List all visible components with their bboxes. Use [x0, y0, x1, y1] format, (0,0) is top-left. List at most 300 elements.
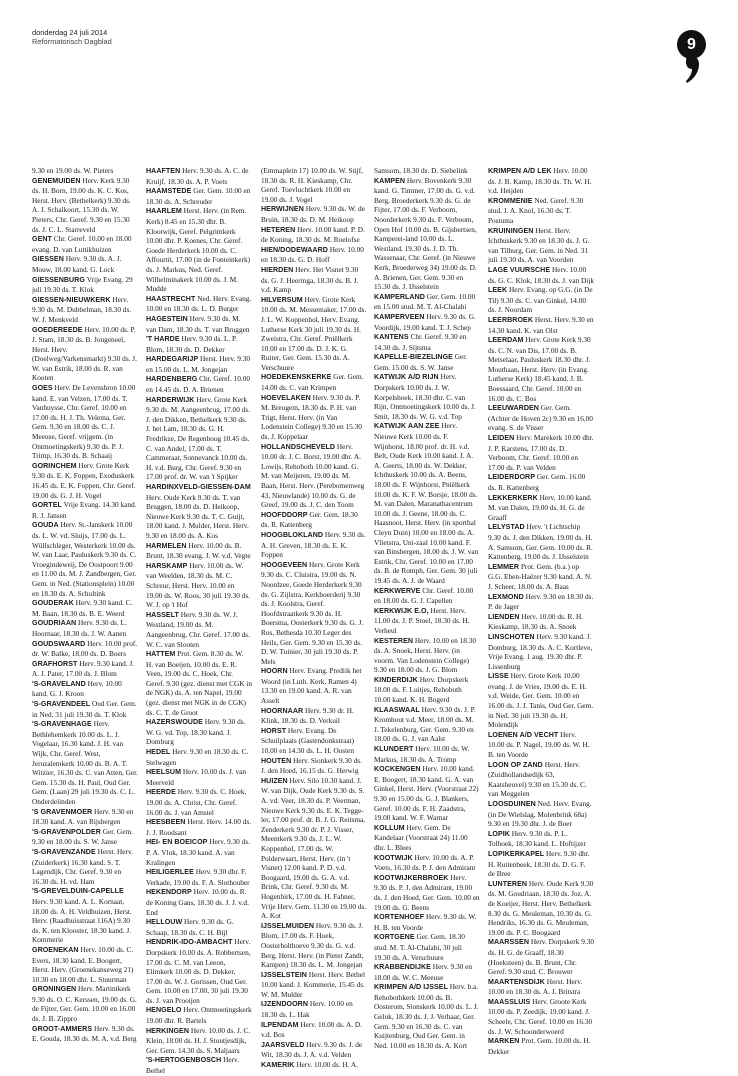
service-details: Herv. Evang. Prediik het Woord (in Luth. Kerk, Ramen 4) 13.30 en 19.00 kand. A. R. van Asselt — [261, 666, 362, 706]
listing-entry — [488, 997, 594, 1036]
service-details: Oud Ger. Gem. in Ned. 31 juli 19.30 ds. T. Klok — [32, 699, 137, 719]
service-details: Ned. Herv. Evang. 10.00 en 18.30 ds. L. D. Burger — [146, 293, 252, 314]
town-name: KANTENS — [374, 333, 409, 342]
town-name: HARSKAMP — [146, 561, 188, 570]
listing-entry — [374, 312, 480, 332]
service-details: Herv. 10.00 ds. C. Evers, 18.30 kand. E. Boogert, Herst. Herv. (Groenekanseweg 21) 10.30 en 18.00 dhr. L. Stuurman — [32, 944, 134, 984]
service-details: Herv. Ontmoetingskerk 19.00 dhr. R. Bartels — [146, 1005, 252, 1026]
service-details: Herv. 10.00 ds. J. B. Kamp, 18.30 ds. Th. W. H. v.d. Heijden — [488, 166, 592, 196]
service-details: Herv. 9.30 kand. A. L. Kornaat, 18.00 ds. A. H. Veldhuizen, Herst. Herv. (Raadhuisstraat 116A) 9.30 ds. K. ten Klooster, 18.30 kand. J. Kommerie — [32, 896, 132, 945]
town-name: KAMPERVEEN — [374, 312, 425, 321]
listing-entry — [488, 829, 594, 849]
listing-entry — [32, 639, 138, 659]
service-details: Herv. 10.00 ds. R. de Koning Gans, 18.30 ds. J. J. v.d. End — [146, 887, 249, 917]
town-name: GOUDSWAARD — [32, 639, 86, 648]
service-details: Herv. Dorpskerk 10.00 ds. A. Robbertsen, 17.00 ds. C. M. van Leeon, Elimkerk 10.00 ds. D. Dekker, 17.00 ds. W. J. Gorissen, Oud Ger. Gem. 10.00 en 17.00, 30 juli 19.30 ds. J. van Prooijen — [146, 937, 251, 1005]
town-name: HEELSUM — [146, 768, 182, 777]
town-name: 'S GRAVENMOER — [32, 807, 93, 816]
town-name: HILVERSUM — [261, 295, 303, 304]
town-name: IJSSELSTEIN — [261, 970, 307, 979]
town-name: MAARSSEN — [488, 938, 529, 947]
listing-entry — [374, 932, 480, 962]
listing-entry — [261, 295, 367, 373]
listing-entry — [488, 196, 594, 226]
listing-entry — [488, 612, 594, 632]
comma-logo-icon — [686, 55, 699, 83]
service-details: Ned. Geref. 9.30 stud. J. A. Knol, 16.30 ds. T. Postuma — [488, 195, 584, 225]
publication-date: donderdag 24 juli 2014 — [32, 28, 108, 37]
service-details: Herv. Dorpskerk 9.30 ds. H. G. de Graaff, 18.30 (Hoeksteen) ds. B. Brunt, Chr. Geref. 9.30 stud. C. Brouwer — [488, 937, 594, 977]
service-details: Herv. Martinikerk 9.30 ds. O. C. Kerssen, 19.00 ds. G. de Fijter, Ger. Gem. 10.00 en 16.00 ds. J. B. Zippro — [32, 984, 137, 1024]
service-details: Herst. Herv. 9.30 en 15.00 ds. L. M. Jongejan — [146, 354, 250, 374]
town-name: HUIZEN — [261, 776, 288, 785]
town-name: LISSE — [488, 672, 509, 681]
service-details: Ned. Herv. Evang. (in De Wielslag, Molenbrink 68a) 9.30 en 19.30 dhr. J. de Boer — [488, 799, 592, 829]
service-details: Herst. Herv. (Zuidhollandsedijk 63, Kaatsheuvel) 9.30 en 15.30 ds. C. van Meggelen — [488, 759, 587, 799]
listing-entry — [374, 912, 480, 932]
town-name: HENDRIK-IDO-AMBACHT — [146, 938, 233, 947]
listing-entry — [261, 560, 367, 667]
service-details: (Emmaplein 17) 10.00 ds. W. Stijf, 18.30 ds. R. H. Kieskamp, Chr. Geref. Toevluchtkerk 10.00 en 19.00 ds. J. Vogel — [261, 166, 363, 204]
service-details: Samsom, 18.30 ds. D. Siebelink — [374, 166, 468, 175]
service-details: Ger. Gem. 16.00 ds. R. Kattenberg — [488, 472, 586, 492]
listing-entry — [374, 764, 480, 823]
listing-entry — [374, 421, 480, 585]
town-name: HEILIGERLEE — [146, 868, 194, 877]
listing-entry — [32, 827, 138, 847]
town-name: LEXMOND — [488, 592, 524, 601]
town-name: ILPENDAM — [261, 1020, 299, 1029]
town-name: 'S-GRAVELAND — [32, 679, 86, 688]
service-details: Herv. 10.00 ds. A. D. v.d. Bos — [261, 1019, 363, 1040]
town-name: HARMELEN — [146, 541, 187, 550]
town-name: GOUDA — [32, 521, 59, 530]
service-details: Ger. Gem. 18.30 ds. R. Kattenberg — [261, 509, 358, 530]
listing-entry — [32, 847, 138, 886]
town-name: 'S-GRAVENDEEL — [32, 700, 91, 709]
town-name: HENGELO — [146, 1006, 182, 1015]
town-name: LOPIK — [488, 829, 510, 838]
listing-entry — [374, 823, 480, 853]
listing-entry — [146, 206, 252, 293]
listing-entry — [261, 510, 367, 530]
listing-entry — [374, 586, 480, 606]
town-name: HERKINGEN — [146, 1026, 190, 1035]
town-name: GORTEL — [32, 501, 62, 510]
listing-entry — [488, 879, 594, 938]
listing-entry — [32, 275, 138, 295]
service-details: Herv. 9.30 ds. M. van Dam, 18.30 ds. T. van Bruggen — [146, 313, 250, 334]
service-details: Herv. 10.00 kand. M. van Dalen, 19.00 ds. H. G. de Graaff — [488, 492, 592, 522]
service-details: Herv. 10.00 ds. P. Nagel, 19.00 ds. W. H. B. ten Voorde — [488, 729, 590, 760]
listing-entry — [374, 292, 480, 312]
town-name: KOLLUM — [374, 823, 405, 832]
town-name: GORINCHEM — [32, 461, 77, 470]
listing-entry — [146, 610, 252, 649]
service-details: Herv. 10.00 kand. P. D. de Koning, 18.30 ds. M. Roelofse — [261, 224, 365, 245]
town-name: KRIMPEN A/D IJSSEL — [374, 983, 448, 992]
service-details: Herst. Herv. (Zuiderkerk) 16.30 kand. S. T. Lagendijk, Chr. Geref. 9.30 en 16.30 ds. H. vd. Ham — [32, 846, 133, 886]
listing-entry — [32, 383, 138, 461]
service-details: Herst. Herv. 9.30 en 14.30 kand. K. van Olst — [488, 314, 594, 335]
town-name: KATWIJK A/D RIJN — [374, 373, 439, 382]
listing-entry — [146, 1005, 252, 1025]
listing-entry — [374, 332, 480, 352]
service-details: Prot. Gem. 8.30 ds. W. H. van Boeijen, 10.00 ds. E. R. Veen, 19.00 ds. C. Hoek, Chr. Geref. 9.30 (gez. dienst met CGK in de NGK) ds. A. ten Napel, 19.00 (gez. dienst met NGK in de CGK) ds. C. T. de Groot — [146, 649, 252, 717]
listing-entry — [32, 719, 138, 806]
service-details: Herv. Silo 10.30 kand. J. W. van Dijk, Oude Kerk 9.30 ds. S. A. vd. Veer, 18.30 ds. P. Veerman, Nieuwe Kerk 9.30 ds. E. K. Tegge-ler, 17.00 prof. dr. B. J. G. Reitsma, Zenderkerk 9.30 dr. P. J. Visser, Meentkerk 9.30 ds. J. L. W. Koppenhol, 17.00 ds. W. Polderwaart, Herst. Herv. (in 't Visnet) 12.00 kand. P. D. v.d. Boogaard, 19.00 ds. G. A. v.d. Brink, Chr. Geref. 9.30 ds. M. Hogenbirk, 17.00 ds. H. Fahner, Vrije Herv. Gem. 11.30 en 19.00 ds. A. Kot — [261, 775, 367, 921]
listing-entry — [488, 335, 594, 403]
town-name: LOON OP ZAND — [488, 760, 543, 769]
listing-column-3 — [261, 166, 367, 1071]
town-name: MAASSLUIS — [488, 997, 531, 1006]
town-name: KORTENHOEF — [374, 913, 425, 922]
town-name: KAPELLE-BIEZELINGE — [374, 353, 453, 362]
town-name: HEKENDORP — [146, 888, 192, 897]
service-details: Herv. 10.00 ds. W. Markus, 18.30 ds. A. Tromp — [374, 744, 470, 764]
service-details: Herv. 9.30 en 18.30 ds. P. de Jager — [488, 591, 594, 612]
service-details: Chr. Geref. 10.00 en 18.00 evang. D. van Luttikhuizen — [32, 234, 132, 254]
service-details: Chr. Geref. 10.00 en 18.00 ds. G. J. Capellen — [374, 585, 474, 606]
town-name: HORST — [261, 726, 287, 735]
service-details: Herv. 9.30 ds. P. A. Vlok, 18.30 kand. A. van Kralingen — [146, 837, 250, 867]
town-name: HOOGEVEEN — [261, 560, 308, 569]
town-name: LEERDAM — [488, 336, 524, 345]
service-details: Herv. 10.00 en 18.30 ds. A. Snoek, Herst. Herv. (in voorm. Van Lodenstein College) 9.30 en 18.00 ds. J. G. Blom — [374, 635, 476, 675]
town-name: HEERDE — [146, 788, 176, 797]
listing-entry — [488, 315, 594, 335]
listing-entry — [374, 176, 480, 292]
listing-entry — [146, 717, 252, 747]
service-details: Herv. 10.00 en 18.30 ds. L. Hak — [261, 999, 353, 1020]
service-details: Herst. Herv. Ichthuskerk 9.30 en 18.30 ds. J. G. van Tilburg, Ger. Gem. in Ned. 31 juli 19.30 ds. A. van Voorden — [488, 225, 590, 265]
town-name: LINSCHOTEN — [488, 632, 535, 641]
listing-entry — [146, 334, 252, 354]
listing-entry — [374, 606, 480, 636]
service-details: Herv. Bovenkerk 9.30 kand. G. Timmer, 17.00 ds. G. v.d. Berg, Broederkerk 9.30 ds. G. de Fijter, 17.00 ds. F. Verboom, Noorderkerk 9.30 ds. F. Verboom, Open Hof 10.00 ds. B. Gijsbertsen, Kamperei-land 10.00 ds. L. Westland, 19.30 ds. J. D. Th. Wassenaar, Chr. Geref. (in Nieuwe Kerk, Broederweg 34) 19.00 ds. D. A. Brienen, Ger. Gem. 9.30 en 15.30 ds. J. IJsselstein — [374, 175, 477, 292]
town-name: HEI- EN BOEICOP — [146, 838, 208, 847]
town-name: HARDEGARIJP — [146, 355, 199, 364]
listing-entry — [261, 204, 367, 224]
town-name: KRUININGEN — [488, 226, 534, 235]
town-name: HETEREN — [261, 225, 296, 234]
church-services-listing — [32, 166, 708, 1076]
listing-entry — [261, 1060, 367, 1071]
listing-entry — [488, 671, 594, 730]
listing-entry — [261, 393, 367, 442]
service-details: Herv. 10.00 ds. G. C. Klok, 18.30 ds. J. van Dijk — [488, 264, 595, 285]
town-name: HAAFTEN — [146, 167, 181, 175]
service-details: Herv. Sionkerk 9.30 ds. J. den Hoed, 16.15 ds. G. Herwig — [261, 755, 362, 776]
service-details: Herv. 9.30 ds. P. L. Tolhoek, 18.30 kand. L. Hoftijzer — [488, 828, 586, 849]
town-name: KOCKENGEN — [374, 765, 421, 774]
listing-entry — [488, 403, 594, 433]
town-name: GENEMUIDEN — [32, 176, 81, 185]
listing-entry — [374, 166, 480, 176]
town-name: HOLLANDSCHEVELD — [261, 442, 336, 451]
listing-entry — [146, 395, 252, 482]
town-name: HAGESTEIN — [146, 314, 188, 323]
listing-entry — [374, 853, 480, 873]
town-name: GIESSEN — [32, 255, 64, 264]
service-details: Vrije Evang. 29 juli 19.30 ds. T. Klok — [32, 274, 133, 295]
listing-entry — [261, 225, 367, 245]
service-details: Herv. b.a. Rehobothkerk 10.00 ds. B. Oosterom, Sionskerk 10.00 ds. L. J. Geluk, 18.30 ds. J. J. Verhaar, Ger. Gem. 9.30 en 16.30 ds. C. van Kuijtenburg, Oud Ger. Gem. in Ned. 10.00 en 18.30 ds. A. Kort — [374, 982, 479, 1050]
service-details: Herv. 9.30 ds. G. Voordijk, 19.00 kand. T. J. Schep — [374, 311, 476, 332]
town-name: HELLOUW — [146, 918, 183, 927]
listing-entry — [32, 984, 138, 1023]
listing-entry — [146, 649, 252, 717]
service-details: Herv. 9.30 kand. C. M. Baan, 18.30 ds. B. E. Weerd — [32, 598, 133, 618]
listing-entry — [146, 747, 252, 767]
page-number-mark — [677, 30, 706, 85]
listing-entry — [146, 541, 252, 561]
service-details: Herv. 10.00 en 18.30 ds. G. D. Hoff — [261, 244, 364, 265]
service-details: Herst. Herv. 14.00 ds. J. J. Roodsant — [146, 817, 252, 837]
listing-entry — [32, 254, 138, 274]
service-details: Herv. St.-Janskerk 10.00 ds. L. W. vd. Sluijs, 17.00 ds. L. Wüllschleger, Westerkerk 10.00 ds. W. van Laar, Pauluskerk 9.30 ds. C. Vroegindeweij, De Oostpoort 9.00 en 11.00 ds. M. J. Zandbergen, Ger. Gem. in Ned. (Stationsplein) 10.00 en 18.30 ds. A. Schultink — [32, 520, 137, 598]
town-name: LOPIKERKAPEL — [488, 849, 545, 858]
service-details: Herv. 9.30 ds. C. Hoek, 19.00 ds. A. Christ, Chr. Geref. 16.00 ds. J. van Amstel — [146, 787, 247, 817]
listing-entry — [261, 166, 367, 204]
town-name: KLAASWAAL — [374, 705, 420, 714]
listing-entry — [261, 372, 367, 392]
listing-entry — [261, 442, 367, 510]
town-name: MAARTENSDIJK — [488, 977, 545, 986]
listing-entry — [374, 636, 480, 675]
listing-entry — [146, 1026, 252, 1056]
service-details: Herv. De Levensbron 10.00 kand. E. van Velzen, 17.00 ds. T. Vanhuysse, Chr. Geref. 10.00 en 17.00 ds. H. J. Th. Velema, Ger. Gem. 9.30 en 18.00 ds. C. J. Meeuse, Geref. vrijgem. (in Ontmoetingskerk) 9.30 ds. P. J. Trimp, 16.30 ds. B. Schaaij — [32, 383, 136, 461]
listing-entry — [32, 166, 138, 176]
town-name: KERKWERVE — [374, 586, 421, 595]
service-details: Vrije Evang. 14.30 kand. R. J. Jansen — [32, 500, 137, 520]
service-details: Herv. 9.30 en 18.00 ds. W. C. Meeuse — [374, 962, 473, 982]
service-details: Herst. Herv. Bethel 10.00 kand. J. Kommerie, 15.45 ds. W. M. Mulder — [261, 969, 365, 999]
service-details: Herv. 10.00 ds. H. A. — [296, 1060, 359, 1070]
town-name: JAARSVELD — [261, 1040, 305, 1049]
listing-entry — [261, 666, 367, 705]
service-details: Herv. 10.00 ds. W. van Weelden, 18.30 ds. M. C. Schreur, Herst. Herv. 10.00 en 19.00 ds. W. Roos, 30 juli 19.30 ds. W. J. op 't Hof — [146, 560, 250, 610]
service-details: Herv. 10.00 kand. E. Boogert, 18.30 kand. G. A. van Ginkel, Herst. Herv. (Voorstraat 22) 9.30 en 15.00 ds. G. J. Blankers, Geref. 10.00 ds. F. H. Zaadstra, 19.00 kand. W. F. Warnar — [374, 764, 479, 823]
listing-entry — [488, 632, 594, 671]
town-name: LEEK — [488, 286, 508, 295]
listing-entry — [146, 186, 252, 206]
service-details: Herv. 9.30 ds. W. J. Westland, 19.00 ds. M. Aangeenbrug, Chr. Geref. 17.00 ds. W. C. van Slooten — [146, 609, 250, 649]
listing-entry — [146, 561, 252, 610]
town-name: HOOFDDORP — [261, 510, 308, 519]
service-details: Herv. 10.00 ds. P. J. Stam, 18.30 ds. B. Jongeneel, Herst. Herv. (Doelweg/Varkensmarkt) 9.30 ds. J. W. van Estrik, 18.00 ds. R. van Kooten — [32, 324, 137, 383]
listing-entry — [488, 977, 594, 997]
service-details: Herv. 9.30 ds. J. de Wit, 18.30 ds. J. A. v.d. Velden — [261, 1039, 363, 1060]
listing-entry — [32, 461, 138, 500]
listing-entry — [488, 166, 594, 196]
town-name: GOES — [32, 384, 53, 393]
town-name: LELYSTAD — [488, 523, 525, 532]
listing-entry — [261, 1040, 367, 1060]
listing-column-5 — [488, 166, 594, 1056]
service-details: Ger. Gem. 10.00 en 15.00 stud. M. T. Al-Chalabi — [374, 291, 476, 312]
service-details: Herv. Groote Kerk 10.00 ds. P. Zeedijk, 19.00 kand. J. Scheele, Chr. Geref. 10.00 en 16.30 ds. J. W. Schoonderwoerd — [488, 996, 593, 1036]
listing-entry — [374, 352, 480, 372]
service-details: Herv. Grote Kerk 10.00 ds. M. Messemaker, 17.00 ds. J. L. W. Koppenhol, Herv. Evang. Lutherse Kerk 30 juli 19.30 ds. H. Zweistra, Chr. Geref. Pniëlkerk 10.00 en 17.00 ds. D. J. K. G. Ruiter, Ger. Gem. 15.30 ds. A. Verschuure — [261, 294, 367, 372]
town-name: HAASTRECHT — [146, 294, 196, 303]
service-details: Herv. 9.30 ds. W. de Bruin, 18.30 ds. D. M. Heikoop — [261, 204, 365, 224]
page-number: 9 — [677, 30, 706, 59]
listing-entry — [32, 1024, 138, 1044]
town-name: HARDENBERG — [146, 375, 198, 384]
town-name: LEERBROEK — [488, 315, 533, 324]
town-name: KLUNDERT — [374, 745, 414, 754]
town-name: 'S-GRAVENPOLDER — [32, 827, 101, 836]
listing-column-1 — [32, 166, 138, 1044]
town-name: LOENEN A/D VECHT — [488, 730, 559, 739]
listing-entry — [32, 520, 138, 598]
service-details: Herv. 9.30 ds. L. Hoornaar, 18.30 ds. J. W. Aanen — [32, 618, 127, 638]
town-name: KAMERIK — [261, 1061, 295, 1070]
town-name: KAMPERLAND — [374, 292, 425, 301]
service-details: Herv. Nieuwe Kerk 10.00 ds. F. Wijnhorst, 18.00 prof. dr. H. v.d. Belt, Oude Kerk 10.00 kand. J. A. A. Geerts, 18.00 ds. W. Dekker, Ichthuskerk 10.00 ds. A. Beens, 18.00 ds. F. Wijnhorst, Pniëlkerk 10.00 ds. K. F. W. Borsje, 18.00 ds. M. van Dalen, Maranathacentrum 10.00 ds. J. Geene, 18.00 ds. C. Haasnoot, Herst. Herv. (in sporthal Cleyn Duin) 10.00 en 18.00 ds. A. Vlietstra, Uni-zaal 10.00 kand. F. van Binsbergen, 18.00 ds. J. W. van Estrik, Chr. Geref. 10.00 en 17.00 ds. B. de Romph, Ger. Gem. 30 juli 19.45 ds. A. J. de Waard — [374, 421, 479, 585]
service-details: Herv. 9.30 ds. W. G. vd. Top, 18.30 kand. J. Domburg — [146, 717, 246, 747]
listing-entry — [488, 433, 594, 472]
listing-entry — [32, 325, 138, 384]
listing-entry — [146, 294, 252, 314]
listing-entry — [146, 1055, 252, 1075]
service-details: Herv. 9.30 dhr. H. Ruitenbeek, 18.30 ds. D. G. F. de Bree — [488, 848, 590, 879]
service-details: Herv. 10.00 ds. J. C. Klein, 18.00 ds. H. J. Stoutjesdijk, Ger. Gem. 14.30 ds. S. Maljaars — [146, 1025, 251, 1055]
listing-entry — [488, 1036, 594, 1056]
service-details: Herst. Herv. (in Rem. Kerk) 8.45 en 15.30 dhr. B. Klootwijk, Geref. Pelgrimkerk 10.00 dhr. P. Koenes, Chr. Geref. Goede Herderkerk 10.00 ds. C. Affourtit, 17.00 (in de Fonteinkerk) ds. J. Markus, Ned. Geref. Wilhelminakerk 10.00 ds. J. M. Mudde — [146, 206, 251, 294]
service-details: Herv. Dorpskerk 10.00 ds. J. W. Korpelshoek, 18.30 dhr. C. van Rijn, Ontmoetingskerk 10.00 ds. J. Smit, 18.30 ds. W. G. v.d. Top — [374, 372, 476, 421]
service-details: Herv. 9.30 en 18.30 kand. A. van Rijsbergen — [32, 806, 134, 827]
listing-entry — [261, 999, 367, 1019]
town-name: HOORN — [261, 667, 288, 676]
town-name: GIESSENBURG — [32, 275, 85, 284]
service-details: Herv. Grote Kerk 9.30 ds. E. K. Foppen, Exoduskerk 16.45 ds. E. K. Foppen, Chr. Geref. 19.00 ds. G. J. H. Vogel — [32, 460, 136, 500]
listing-entry — [374, 675, 480, 705]
service-details: 9.30 en 19.00 ds. W. Pieters — [32, 166, 114, 175]
listing-entry — [374, 962, 480, 982]
listing-entry — [146, 937, 252, 1005]
listing-entry — [32, 699, 138, 719]
listing-entry — [488, 760, 594, 799]
service-details: Herv. 9.30 ds. J. P. Kromhout v.d. Meer, 18.00 ds. M. J. Tekelenburg, Ger. Gem. 9.30 en 18.00 ds. G. J. van Aalst — [374, 704, 476, 744]
town-name: MARKEN — [488, 1037, 520, 1046]
listing-entry — [488, 799, 594, 829]
town-name: 'S-GRAVENZANDE — [32, 847, 96, 856]
service-details: Chr. Geref. 10.00 en 14.45 ds. D. A. Brienen — [146, 374, 251, 395]
listing-column-2 — [146, 166, 252, 1076]
listing-entry — [488, 265, 594, 285]
service-details: Ger. Gem. 18.30 stud. M. T. Al-Chalabi, 30 juli 19.30 ds. A. Verschuure — [374, 932, 465, 962]
listing-entry — [374, 982, 480, 1050]
town-name: KORTGENE — [374, 933, 415, 942]
service-details: Herv. Grote Kerk 9.30 ds. C. N. van Dis, 17.00 ds. B. Metselaar, Pauluskerk 18.30 dhr. J. Mouthaan, Herst. Herv. (in Evang. Lutherse Kerk) 18.45 kand. J. B. Boessaard, Chr. Geref. 10.00 en 16.00 ds. C. Bos — [488, 335, 591, 403]
service-details: Ger. Gem. 9.30 en 18.00 ds. S. W. Janse — [32, 826, 133, 847]
service-details: Herv. Evang. De Schuilplaats (Gastendonkstraat) 10.00 en 14.30 ds. L. H. Oosten — [261, 725, 355, 756]
service-details: Herv. 9.30 ds. P. M. Breugem, 18.30 ds. P. H. van Trigt, Herst. Herv. (in Van Lodenstein College) 9.30 en 15.30 ds. J. Koppelaar — [261, 392, 362, 442]
service-details: Herv. Grote Kerk 10.00 evang. J. de Vries, 19.00 ds. E. H. v.d. Weide, Ger. Gem. 10.00 en 16.00 ds. J. J. Tanis, Oud Ger. Gem. in Ned. 30 juli 19.30 ds. H. Molendijk — [488, 671, 594, 730]
service-details: Herv. 10.00 kand. G. J. Kroon — [32, 678, 122, 699]
town-name: LUNTEREN — [488, 879, 528, 888]
town-name: LEIDERDORP — [488, 473, 536, 482]
service-details: Herv. 10.00 dr. J. C. Borst, 19.00 dhr. A. Lowijs, Rehoboth 10.00 kand. G. M. van Meijeren, 19.00 ds. M. Baan, Herst. Herv. (Perebomenweg 43, Nieuwlande) 10.00 ds. G. de Greef, 19.00 ds. J. C. den Toom — [261, 441, 365, 510]
listing-entry — [146, 767, 252, 787]
town-name: LEIDEN — [488, 434, 515, 443]
town-name: KRIMPEN A/D LEK — [488, 167, 552, 175]
service-details: Herv. 10.00 ds. B. Brunt, 18.30 evang. J. W. v.d. Vegte — [146, 540, 251, 561]
newspaper-name: Reformatorisch Dagblad — [32, 37, 112, 46]
listing-entry — [146, 917, 252, 937]
service-details: Herv. 10.00 ds. R. H. Kieskamp, 18.30 ds. A. Snoek — [488, 611, 584, 632]
town-name: LEKKERKERK — [488, 493, 538, 502]
town-name: LOOSDUINEN — [488, 800, 536, 808]
town-name: GOEDEREEDE — [32, 325, 83, 334]
listing-entry — [32, 176, 138, 235]
town-name: HERWIJNEN — [261, 205, 304, 214]
town-name: KAMPEN — [374, 176, 406, 185]
service-details: Herv. 't Lichtschip 9.30 ds. J. den Dikken, 19.00 ds. H. A. Samsom, Ger. Gem. 10.00 ds. R. Kattenberg, 19.00 ds. J. IJsselstein — [488, 522, 593, 562]
service-details: Herv. Kerk 9.30 ds. H. Born, 19.00 ds. K. C. Kos, Herst. Herv. (Bethelkerk) 9.30 ds. A. J. Schalkoort, 15.30 ds. W. Pieters, Chr. Geref. 9.30 en 15.30 ds. J. C. L. Starreveld — [32, 175, 131, 234]
town-name: GRAFHORST — [32, 659, 78, 668]
town-name: HAARLEM — [146, 207, 182, 216]
service-details: Herv. 9.30 ds. G. Schaap, 18.30 ds. C. H. Bijl — [146, 917, 234, 937]
listing-entry — [488, 472, 594, 492]
listing-entry — [488, 285, 594, 315]
service-details: Herv. Het Visnet 9.30 ds. G. J. Heeringa, 18.30 ds. B. J. v.d. Kamp — [261, 264, 359, 295]
listing-entry — [32, 679, 138, 699]
town-name: 'S-GREVELDUIN-CAPELLE — [32, 887, 124, 896]
town-name: HASSELT — [146, 610, 179, 619]
town-name: KOOTWIJKERBROEK — [374, 873, 449, 882]
town-name: GOUDERAK — [32, 599, 74, 608]
service-details: Herv. Oude Kerk 9.30 ds. M. Goudriaan, 18.30 ds. Joz. A. de Koeijer, Herst. Herv. Bethelkerk 8.30 ds. G. Meuleman, 10.30 ds. G. Hendriks, 16.30 ds. G. Meuleman, 19.00 ds. P. C. Boogaard — [488, 878, 594, 937]
service-details: Herv. Grote Kerk 9.30 ds. C. Cluistra, 19.00 ds. N. Noordzee, Goede Herderkerk 9.30 ds. G. Zijlstra, Kerkboerderij 9.30 ds. J. Koolstra, Geref. Hoofdstraatkerk 9.30 ds. H. Boersma, Oosterkerk 9.30 ds. G. J. Ros, Bethesda 10.30 Leger des Heils, Ger. Gem. 9.30 en 15.30 ds. D. W. Tuinier, 30 juli 19.30 ds. P. Mels — [261, 559, 364, 666]
town-name: GIESSEN-NIEUWKERK — [32, 295, 111, 304]
town-name: IJSSELMUIDEN — [261, 921, 315, 930]
listing-entry — [374, 705, 480, 744]
listing-entry — [488, 849, 594, 879]
listing-entry — [32, 234, 138, 254]
listing-entry — [261, 970, 367, 1000]
service-details: Herv. 9.30 kand. J. Domburg, 18.30 ds. A. C. Kortleve, Vrije Evang. 1 aug. 19.30 dhr. P. Lissenburg — [488, 631, 593, 671]
listing-entry — [374, 744, 480, 764]
listing-entry — [146, 482, 252, 541]
service-details: Ger. Gem. (Achter de Hoven 2c) 9.30 en 16.00 evang. S. de Visser — [488, 403, 593, 433]
town-name: HEDEL — [146, 748, 171, 757]
listing-entry — [488, 562, 594, 592]
town-name: 'S-HERTOGENBOSCH — [146, 1056, 222, 1065]
service-details: Herv. 9.30 dr. H. Klink, 18.30 ds. D. Verkuil — [261, 705, 354, 726]
service-details: Herv. 9.30 ds. J. Blom, 17.00 ds. F. Hoek, Oosterholthoeve 9.30 ds. G. v.d. Berg, Herst. Herv. (in Pieter Zandt, Kampen) 18.30 ds. L. M. Jongejan — [261, 920, 364, 970]
town-name: HOEVELAKEN — [261, 393, 311, 402]
service-details: Herv. Marekerk 10.00 dhr. J. P. Karstens, 17.00 ds. D. Verboom, Chr. Geref. 10.00 en 17.00 ds. P. van Velden — [488, 433, 594, 472]
listing-entry — [488, 522, 594, 561]
town-name: HOEDEKENSKERKE — [261, 373, 332, 382]
town-name: HIERDEN — [261, 265, 294, 274]
listing-entry — [32, 618, 138, 638]
town-name: KOOTWIJK — [374, 853, 413, 862]
service-details: Herv. Bethel — [146, 1055, 240, 1076]
service-details: Herv. 9.30 ds. E. Gouda, 18.30 ds. M. A. v.d. Berg — [32, 1023, 137, 1044]
listing-entry — [261, 1020, 367, 1040]
town-name: KATWIJK AAN ZEE — [374, 422, 440, 431]
service-details: Prot. Gem. 10.00 ds. H. Dekker — [488, 1036, 591, 1056]
town-name: KESTEREN — [374, 636, 414, 645]
listing-entry — [146, 837, 252, 867]
service-details: Herv. 9.30 ds. A. J. Mouw, 18.00 kand. G. Lock — [32, 254, 122, 274]
listing-entry — [488, 226, 594, 265]
town-name: LIENDEN — [488, 612, 520, 621]
